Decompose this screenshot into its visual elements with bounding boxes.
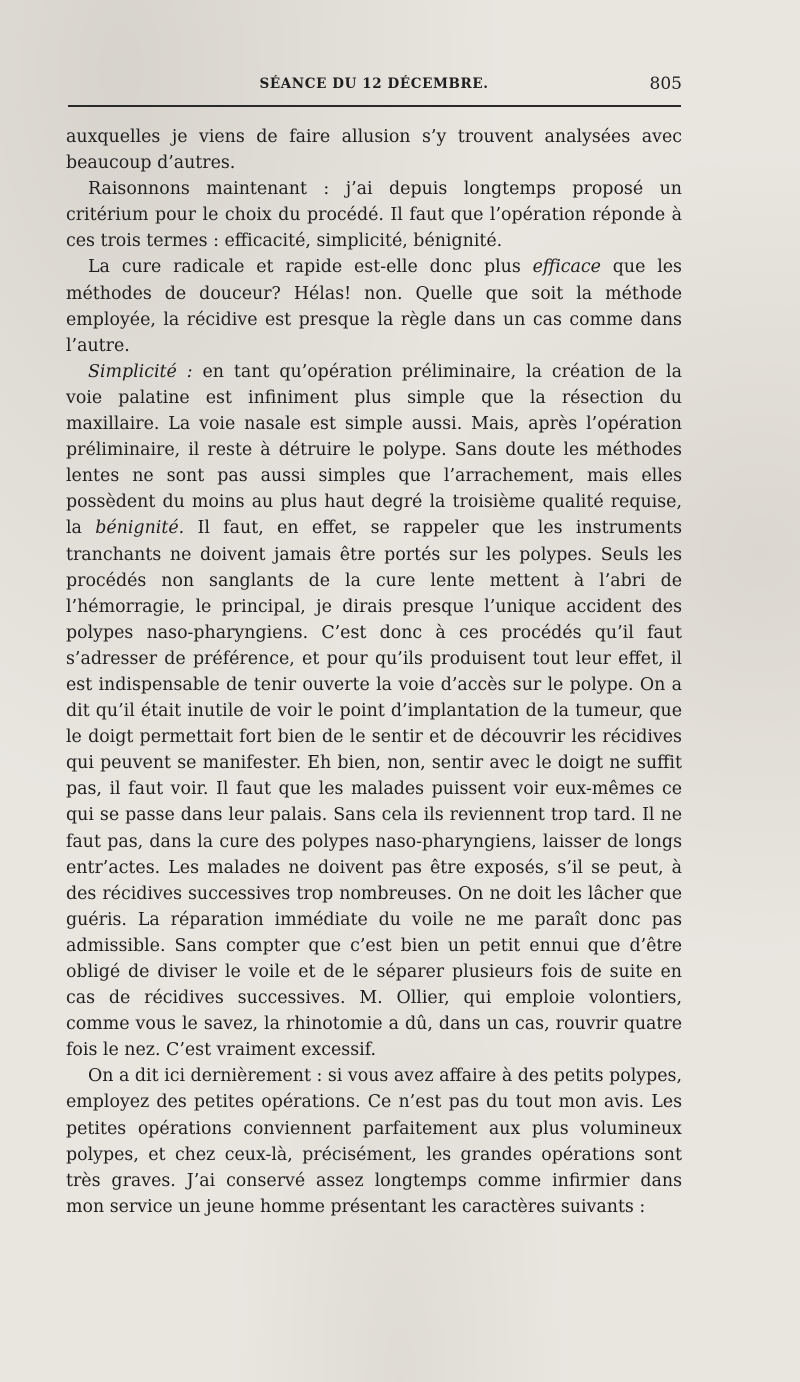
paragraph-text-before: La cure radicale et rapide est-elle donc plus (88, 257, 533, 278)
paragraph-text-part2: Il faut, en effet, se rappeler que les instruments tranchants ne doivent jamais être portés sur les polypes. Seuls les procédés non sanglants de la cure lente mettent à l’abri de l’hémorragie, le principal, je dirais presque l’unique accident des polypes naso-pharyngiens. C’est donc à ces procédés qu’il faut s’adresser de préférence, et pour qu’ils produisent tout leur effet, il est indispensable de tenir ouverte la voie d’accès sur le polype. On a dit qu’il était inutile de voir le point d’implantation de la tumeur, que le doigt permettait fort bien de le sentir et de découvrir les récidives qui peuvent se manifester. Eh bien, non, sentir avec le doigt ne suffit pas, il faut voir. Il faut que les malades puissent voir eux-mêmes ce qui se passe dans leur palais. Sans cela ils reviennent trop tard. Il ne faut pas, dans la cure des polypes naso-pharyngiens, laisser de longs entr’actes. Les malades ne doivent pas être exposés, s’il se peut, à des récidives successives trop nombreuses. On ne doit les lâcher que guéris. La réparation immédiate du voile ne me paraît donc pas admissible. Sans compter que c’est bien un petit ennui que d’être obligé de diviser le voile et de le séparer plusieurs fois de suite en cas de récidives successives. M. Ollier, qui emploie volontiers, comme vous le savez, la rhinotomie a dû, dans un cas, rouvrir quatre fois le nez. C’est vraiment excessif. (66, 518, 682, 1061)
running-header (66, 74, 682, 98)
paragraph-simplicite (66, 359, 682, 1064)
italic-term-efficace: efficace (532, 257, 601, 278)
running-title: SÉANCE DU 12 DÉCEMBRE. (259, 76, 489, 92)
page-number: 805 (649, 74, 682, 94)
paragraph-text-part1: en tant qu’opération préliminaire, la création de la voie palatine est infiniment plus simple que la résection du maxillaire. La voie nasale est simple aussi. Mais, après l’opération préliminaire, il reste à détruire le polype. Sans doute les méthodes lentes ne sont pas aussi simples que l’arrachement, mais elles possèdent du moins au plus haut degré la troisième qualité requise, la (66, 361, 682, 539)
body-text (66, 124, 682, 1220)
paragraph-text-after: que les méthodes de douceur? Hélas! non. Quelle que soit la méthode employée, la récidive est presque la règle dans un cas comme dans l’autre. (66, 257, 682, 356)
paragraph-continuation (66, 124, 682, 176)
paragraph-text: On a dit ici dernièrement : si vous avez affaire à des petits polypes, employez des petites opérations. Ce n’est pas du tout mon avis. Les petites opérations conviennent parfaitement aux plus volumineux polypes, et chez ceux-là, précisément, les grandes opérations sont très graves. J’ai conservé assez longtemps comme infirmier dans mon service un jeune homme présentant les caractères suivants : (66, 1066, 682, 1217)
italic-term-simplicite: Simplicité : (88, 361, 193, 382)
header-rule (68, 105, 681, 107)
paragraph-text: Raisonnons maintenant : j’ai depuis longtemps proposé un critérium pour le choix du procédé. Il faut que l’opération réponde à ces trois termes : efficacité, simplicité, bénignité. (66, 179, 682, 252)
italic-term-benignite: bénignité. (95, 518, 185, 539)
paragraph-criterium (66, 176, 682, 254)
paragraph-text: auxquelles je viens de faire allusion s’y trouvent analysées avec beaucoup d’autres. (66, 127, 682, 174)
paragraph-petits-polypes (66, 1063, 682, 1220)
paragraph-efficacite (66, 254, 682, 358)
